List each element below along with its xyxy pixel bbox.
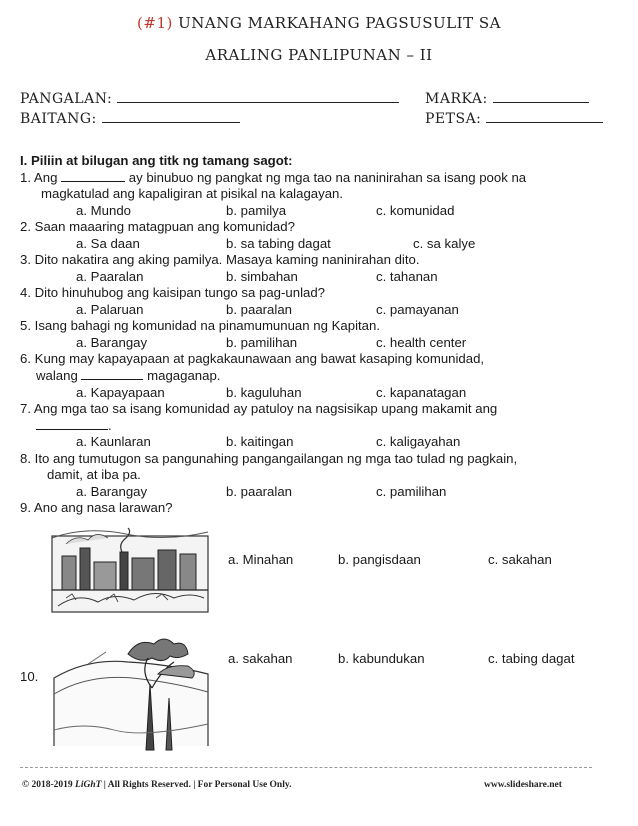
question-1-text-cont: magkatulad ang kapaligiran at pisikal na kalagayan. (41, 186, 344, 201)
option-a[interactable]: a. Barangay (76, 484, 148, 499)
answer-blank[interactable] (61, 170, 125, 182)
option-c[interactable]: c. sakahan (488, 552, 552, 567)
question-1-text: 1. Ang ay binubuo ng pangkat ng mga tao na naninirahan sa isang pook na (20, 170, 527, 185)
footer-author: LiGhT (75, 780, 102, 790)
option-c[interactable]: c. tahanan (376, 269, 438, 284)
industrial-factory-image (46, 526, 212, 618)
question-8-text-cont: damit, at iba pa. (47, 467, 141, 482)
level-line[interactable] (102, 110, 240, 123)
question-9-text: 9. Ano ang nasa larawan? (20, 500, 173, 515)
option-c[interactable]: c. komunidad (376, 203, 455, 218)
footer-site-link[interactable]: www.slideshare.net (484, 780, 562, 790)
option-a[interactable]: a. Minahan (228, 552, 294, 567)
footer-copyright: © 2018-2019 LiGhT | All Rights Reserved. | For Personal Use Only. (22, 780, 292, 790)
option-a[interactable]: a. Paaralan (76, 269, 144, 284)
option-c[interactable]: c. tabing dagat (488, 651, 575, 666)
option-c[interactable]: c. pamilihan (376, 484, 447, 499)
question-7-text-cont: . (36, 418, 112, 433)
option-b[interactable]: b. simbahan (226, 269, 298, 284)
answer-blank[interactable] (81, 368, 143, 380)
level-field[interactable] (20, 110, 240, 127)
date-label: PETSA: (425, 111, 482, 127)
question-8-text: 8. Ito ang tumutugon sa pangunahing pangangailangan ng mga tao tulad ng pagkain, (20, 451, 518, 466)
option-a[interactable]: a. Barangay (76, 335, 148, 350)
question-2-text: 2. Saan maaaring matagpuan ang komunidad? (20, 219, 295, 234)
question-7-text: 7. Ang mga tao sa isang komunidad ay patuloy na nagsisikap upang makamit ang (20, 401, 498, 416)
option-b[interactable]: b. pangisdaan (338, 552, 421, 567)
question-3-text: 3. Dito nakatira ang aking pamilya. Masaya kaming naninirahan dito. (20, 252, 420, 267)
option-a[interactable]: a. Mundo (76, 203, 131, 218)
date-field[interactable] (425, 110, 603, 127)
question-6-text-cont: walang magaganap. (36, 368, 221, 383)
option-a[interactable]: a. Palaruan (76, 302, 144, 317)
answer-blank[interactable] (36, 418, 108, 430)
grade-line[interactable] (493, 90, 589, 103)
option-b[interactable]: b. paaralan (226, 302, 292, 317)
option-c[interactable]: c. health center (376, 335, 467, 350)
option-c[interactable]: c. kapanatagan (376, 385, 467, 400)
footer-divider (20, 767, 592, 768)
grade-field[interactable] (425, 90, 589, 107)
mountain-trees-image (48, 634, 214, 752)
option-a[interactable]: a. Kaunlaran (76, 434, 151, 449)
option-c[interactable]: c. sa kalye (413, 236, 476, 251)
option-c[interactable]: c. pamayanan (376, 302, 459, 317)
instructions: I. Piliin at bilugan ang titk ng tamang sagot: (20, 153, 293, 168)
title-number: (#1) (137, 14, 173, 32)
page-title-line1 (0, 14, 638, 32)
page-title-line2: ARALING PANLIPUNAN – II (205, 46, 433, 64)
option-a[interactable]: a. sakahan (228, 651, 293, 666)
option-b[interactable]: b. kaitingan (226, 434, 294, 449)
level-label: BAITANG: (20, 111, 97, 127)
name-field[interactable] (20, 90, 399, 107)
option-b[interactable]: b. sa tabing dagat (226, 236, 331, 251)
question-6-text: 6. Kung may kapayapaan at pagkakaunawaan ang bawat kasaping komunidad, (20, 351, 485, 366)
name-label: PANGALAN: (20, 91, 113, 107)
option-a[interactable]: a. Sa daan (76, 236, 140, 251)
option-b[interactable]: b. kaguluhan (226, 385, 302, 400)
option-b[interactable]: b. pamilihan (226, 335, 298, 350)
footer-rights: | All Rights Reserved. | For Personal Use Only. (103, 780, 292, 790)
question-4-text: 4. Dito hinuhubog ang kaisipan tungo sa pag-unlad? (20, 285, 326, 300)
question-10-number: 10. (20, 669, 39, 684)
option-b[interactable]: b. kabundukan (338, 651, 425, 666)
option-c[interactable]: c. kaligayahan (376, 434, 461, 449)
grade-label: MARKA: (425, 91, 488, 107)
option-b[interactable]: b. paaralan (226, 484, 292, 499)
option-a[interactable]: a. Kapayapaan (76, 385, 165, 400)
name-line[interactable] (117, 90, 399, 103)
option-b[interactable]: b. pamilya (226, 203, 287, 218)
date-line[interactable] (486, 110, 603, 123)
title-text-1: UNANG MARKAHANG PAGSUSULIT SA (178, 14, 501, 32)
question-5-text: 5. Isang bahagi ng komunidad na pinamumunuan ng Kapitan. (20, 318, 380, 333)
